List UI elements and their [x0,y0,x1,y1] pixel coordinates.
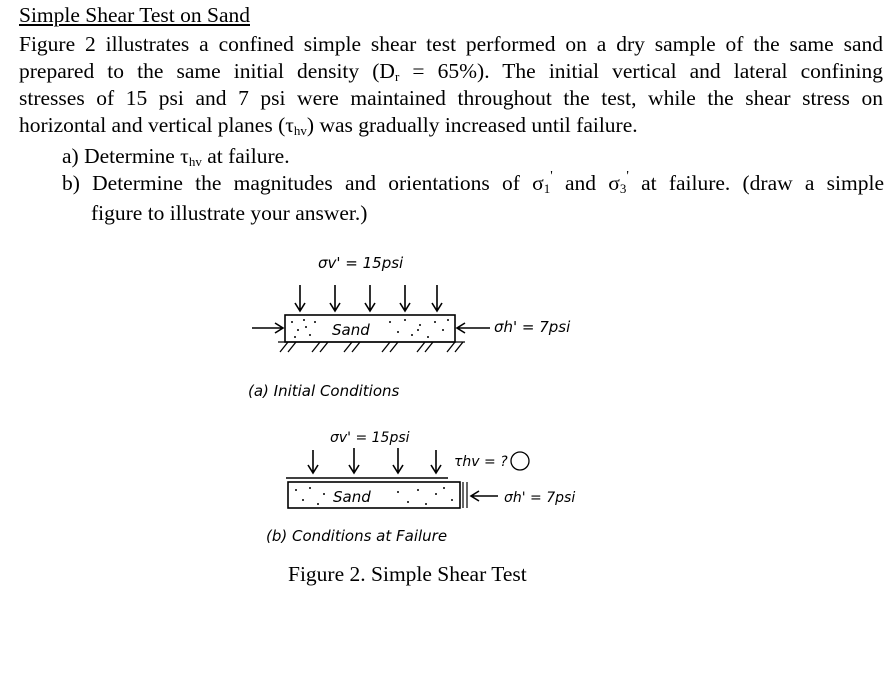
fig-b-sand-label: Sand [333,488,371,506]
question-b-line-2: figure to illustrate your answer.) [91,201,368,225]
sigma1-subscript: 1 [543,181,551,196]
question-a [62,143,290,170]
question-a-post: at failure. [201,144,290,168]
figure-caption: Figure 2. Simple Shear Test [288,562,527,586]
fig-a-sand-label: Sand [332,321,370,339]
sigma3-subscript: 3 [619,181,627,196]
paragraph-line-4 [19,112,883,139]
paragraph-line-2-pre: prepared to the same initial density (D [19,59,395,83]
question-a-pre: a) Determine τ [62,144,189,168]
dr-subscript: r [394,69,400,84]
paragraph-line-1: Figure 2 illustrates a confined simple shear test performed on a dry sample of the same sand [19,32,883,56]
fig-b-right-edge-hatch [463,482,467,508]
paragraph-line-2 [19,58,883,85]
fig-a-sigma-h-label: σh' = 7psi [494,318,571,336]
fig-b-sigma-v-label: σv' = 15psi [330,430,410,446]
fig-b-caption: (b) Conditions at Failure [266,527,448,545]
fig-a-sand-dots [291,319,449,338]
figure-a-diagram [240,240,600,410]
fig-a-sand-sample [285,315,455,342]
question-b [62,170,884,227]
paragraph-line-4-pre: horizontal and vertical planes (τ [19,113,294,137]
page-title: Simple Shear Test on Sand [19,3,250,27]
fig-b-right-arrow [471,491,498,501]
fig-a-right-arrow [457,323,490,333]
fig-b-sand-sample [288,482,460,508]
fig-b-tau-label: τhv = ? [454,454,508,470]
figure-b-diagram [258,420,618,550]
fig-b-sigma-h-label: σh' = 7psi [504,490,576,506]
question-b-pre: b) Determine the magnitudes and orientations of σ [62,171,544,195]
fig-b-question-circle [511,452,529,470]
fig-a-left-arrow [252,323,283,333]
problem-paragraph [19,31,883,139]
fig-a-sigma-v-label: σv' = 15psi [318,254,404,272]
fig-a-vertical-stress-arrows [295,285,442,311]
question-a-subscript: hv [188,154,202,169]
fig-a-base-hatch [278,342,465,352]
paragraph-line-2-post: = 65%). The initial vertical and lateral confining [399,59,884,83]
question-b-post: at failure. (draw a simple [628,171,884,195]
question-b-line-1: b) Determine the magnitudes and orientations of $\sigma_1'$ and $\sigma_3'$ at failure. (draw a simple [62,169,884,196]
tau-subscript: hv [293,123,307,138]
question-b-mid: and σ [552,171,620,195]
paragraph-line-3: stresses of 15 psi and 7 psi were maintained throughout the test, while the shear stress on [19,86,883,110]
fig-b-sand-dots [295,487,453,505]
paragraph-line-4-post: ) was gradually increased until failure. [306,113,638,137]
fig-a-caption: (a) Initial Conditions [248,382,400,400]
fig-b-vertical-stress-arrows [308,448,441,473]
